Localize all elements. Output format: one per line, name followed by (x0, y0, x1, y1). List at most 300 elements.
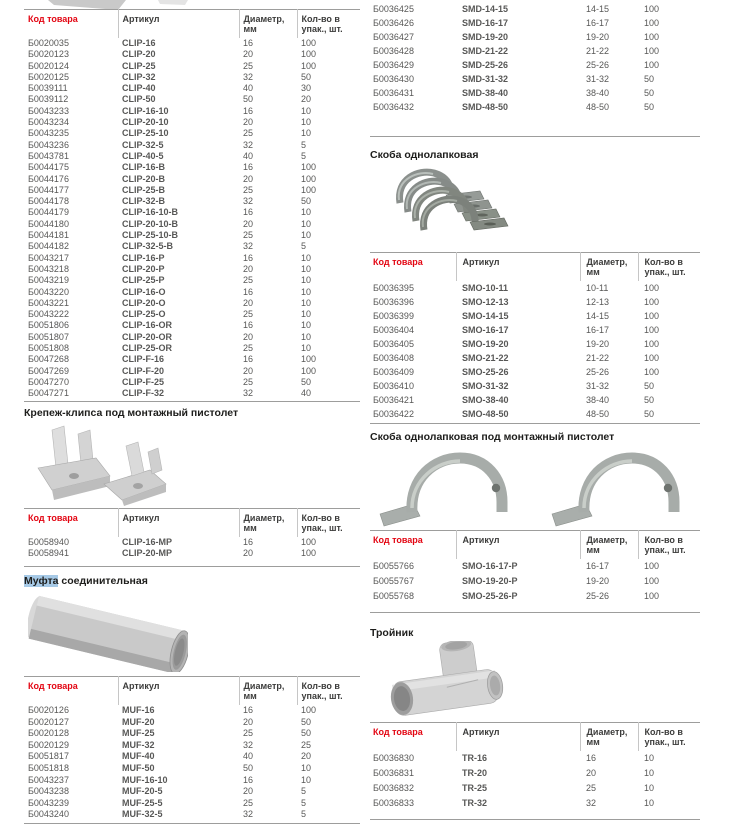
cell-qty: 10 (301, 230, 312, 241)
cell-article: MUF-20-5 (122, 786, 163, 797)
cell-article: CLIP-20-10 (122, 117, 169, 128)
cell-article: MUF-32-5 (122, 809, 163, 820)
cell-diameter: 16 (243, 286, 254, 297)
cell-article: SMD-31-32 (462, 74, 509, 84)
cell-article: TR-25 (462, 783, 488, 793)
cell-article: CLIP-16-O (122, 286, 166, 297)
cell-article: TR-20 (462, 768, 488, 778)
cell-qty: 50 (644, 381, 655, 391)
cell-diameter: 12-13 (586, 297, 610, 307)
table-header (24, 509, 360, 538)
cell-article: CLIP-25-10 (122, 128, 169, 139)
cell-code: Б0036429 (373, 60, 414, 70)
table-row (370, 30, 700, 44)
cell-code: Б0036431 (373, 88, 414, 98)
table-row (370, 574, 700, 589)
cell-diameter: 25 (243, 60, 254, 71)
cell-diameter: 25 (243, 309, 254, 320)
cell-qty: 25 (301, 739, 312, 750)
cell-diameter: 25 (243, 128, 254, 139)
cell-qty: 30 (301, 83, 312, 94)
cell-article: MUF-40 (122, 751, 155, 762)
cell-diameter: 19-20 (586, 339, 610, 349)
cell-qty: 100 (644, 297, 660, 307)
cell-diameter: 38-40 (586, 395, 610, 405)
table-row (370, 281, 700, 295)
cell-article: CLIP-20 (122, 49, 156, 60)
cell-diameter: 40 (243, 83, 254, 94)
table-row (24, 241, 360, 252)
table-row (24, 366, 360, 377)
table-row (24, 117, 360, 128)
cell-diameter: 25 (243, 797, 254, 808)
cell-code: Б0036395 (373, 283, 414, 293)
cell-diameter: 32 (243, 388, 254, 399)
cell-diameter: 16-17 (586, 18, 610, 28)
cell-article: SMD-16-17 (462, 18, 509, 28)
muf-table (24, 676, 360, 821)
cell-article: CLIP-32 (122, 71, 156, 82)
column-header-article: Артикул (456, 531, 580, 560)
cell-diameter: 16 (243, 162, 254, 173)
column-header-qty: Кол-во в упак., шт. (297, 677, 360, 706)
cell-article: CLIP-32-5-B (122, 241, 174, 252)
table-row (24, 332, 360, 343)
section-title-smo: Скоба однолапковая (370, 149, 479, 161)
cell-qty: 5 (301, 241, 307, 252)
cell-diameter: 25 (243, 343, 254, 354)
section-divider (370, 612, 700, 613)
cell-qty: 100 (301, 354, 317, 365)
cell-code: Б0051807 (28, 331, 69, 342)
cell-article: MUF-50 (122, 762, 155, 773)
cell-qty: 100 (644, 591, 660, 601)
cell-article: SMO-16-17-P (462, 561, 518, 571)
cell-code: Б0036832 (373, 783, 414, 793)
table-header (370, 253, 700, 282)
cell-qty: 100 (301, 184, 317, 195)
cell-diameter: 20 (243, 786, 254, 797)
cell-code: Б0036430 (373, 74, 414, 84)
cell-code: Б0043218 (28, 263, 69, 274)
table-row (24, 207, 360, 218)
cell-article: MUF-25-5 (122, 797, 163, 808)
cell-diameter: 32 (586, 798, 597, 808)
cell-code: Б0043237 (28, 774, 69, 785)
table-row (24, 151, 360, 162)
cell-code: Б0020124 (28, 60, 69, 71)
cell-article: CLIP-20-OR (122, 331, 173, 342)
cell-diameter: 25-26 (586, 60, 610, 70)
table-row (370, 44, 700, 58)
table-row (24, 728, 360, 740)
cell-qty: 20 (301, 94, 312, 105)
cell-code: Б0036396 (373, 297, 414, 307)
cell-code: Б0020126 (28, 705, 69, 715)
column-header-code: Код товара (373, 535, 423, 545)
cell-qty: 5 (301, 797, 307, 808)
cell-code: Б0044182 (28, 241, 69, 252)
table-row (24, 354, 360, 365)
cell-article: CLIP-16 (122, 38, 156, 48)
cell-code: Б0043220 (28, 286, 69, 297)
table-row (370, 407, 700, 421)
cell-diameter: 25-26 (586, 367, 610, 377)
cell-article: CLIP-16-P (122, 252, 165, 263)
cell-code: Б0036833 (373, 798, 414, 808)
cell-qty: 100 (301, 537, 317, 547)
table-row (24, 264, 360, 275)
section-title-muf: Муфта соединительная (24, 575, 148, 587)
cell-qty: 100 (301, 38, 317, 48)
cell-diameter: 25-26 (586, 591, 610, 601)
table-row (370, 766, 700, 781)
cell-qty: 100 (644, 311, 660, 321)
cell-article: SMD-14-15 (462, 4, 509, 14)
cell-diameter: 14-15 (586, 311, 610, 321)
cell-diameter: 40 (243, 150, 254, 161)
cell-qty: 5 (301, 150, 307, 161)
cell-qty: 50 (644, 88, 655, 98)
column-header-code: Код товара (28, 513, 78, 523)
table-row (24, 196, 360, 207)
cell-diameter: 32 (243, 139, 254, 150)
table-row (24, 230, 360, 241)
cell-diameter: 20 (243, 173, 254, 184)
cell-diameter: 25 (243, 728, 254, 739)
table-row (24, 763, 360, 775)
cell-qty: 100 (644, 367, 660, 377)
cell-diameter: 20 (243, 365, 254, 376)
cell-article: SMD-21-22 (462, 46, 509, 56)
cell-diameter: 16 (243, 320, 254, 331)
cell-diameter: 25 (243, 275, 254, 286)
cell-article: CLIP-25-OR (122, 343, 173, 354)
table-row (24, 94, 360, 105)
cell-diameter: 25 (243, 376, 254, 387)
cell-qty: 10 (301, 774, 312, 785)
cell-code: Б0047270 (28, 376, 69, 387)
cell-qty: 10 (644, 798, 655, 808)
cell-article: CLIP-25-10-B (122, 230, 179, 241)
cell-qty: 100 (644, 339, 660, 349)
cell-diameter: 20 (243, 716, 254, 727)
cell-qty: 5 (301, 809, 307, 820)
cell-code: Б0047269 (28, 365, 69, 376)
table-row (370, 751, 700, 766)
cell-qty: 50 (644, 74, 655, 84)
cell-qty: 40 (301, 388, 312, 399)
table-row (24, 72, 360, 83)
cell-code: Б0043234 (28, 117, 69, 128)
table-row (24, 537, 360, 548)
column-header-diameter: Диаметр, мм (580, 723, 638, 752)
smd-table (370, 2, 700, 114)
table-row (24, 548, 360, 559)
table-row (24, 185, 360, 196)
section-divider (370, 423, 700, 424)
cell-code: Б0043781 (28, 150, 69, 161)
column-header-code: Код товара (373, 257, 423, 267)
cell-diameter: 21-22 (586, 353, 610, 363)
cell-code: Б0044176 (28, 173, 69, 184)
cell-article: CLIP-50 (122, 94, 156, 105)
table-row (24, 717, 360, 729)
table-row (24, 377, 360, 388)
cell-code: Б0036422 (373, 409, 414, 419)
cell-code: Б0043239 (28, 797, 69, 808)
column-header-qty: Кол-во в упак., шт. (638, 531, 700, 560)
smo-product-photo (388, 165, 518, 249)
cell-code: Б0055767 (373, 576, 414, 586)
cell-code: Б0036408 (373, 353, 414, 363)
cell-article: SMO-38-40 (462, 395, 509, 405)
cell-qty: 10 (301, 286, 312, 297)
section-title-clip-mp: Крепеж-клипса под монтажный пистолет (24, 407, 239, 419)
cell-code: Б0044179 (28, 207, 69, 218)
cell-article: SMO-48-50 (462, 409, 509, 419)
cell-code: Б0043222 (28, 309, 69, 320)
cell-code: Б0039112 (28, 94, 69, 105)
table-row (24, 219, 360, 230)
cell-qty: 10 (644, 768, 655, 778)
cell-article: SMO-19-20-P (462, 576, 518, 586)
column-header-article: Артикул (118, 10, 239, 39)
table-row (24, 388, 360, 399)
smo-table (370, 252, 700, 421)
smo-p-product-photo (374, 446, 686, 528)
column-header-diameter: Диаметр, мм (580, 531, 638, 560)
cell-article: SMO-31-32 (462, 381, 509, 391)
section-divider (24, 401, 360, 402)
cell-qty: 10 (301, 263, 312, 274)
table-row (370, 2, 700, 16)
cell-qty: 20 (301, 751, 312, 762)
table-row (24, 320, 360, 331)
cell-qty: 100 (301, 365, 317, 376)
cell-article: CLIP-16-B (122, 162, 166, 173)
cell-article: MUF-16-10 (122, 774, 168, 785)
cell-article: CLIP-16-10 (122, 105, 169, 116)
cell-article: MUF-25 (122, 728, 155, 739)
cell-code: Б0036432 (373, 102, 414, 112)
table-row (24, 61, 360, 72)
table-row (370, 323, 700, 337)
column-header-diameter: Диаметр, мм (239, 509, 297, 538)
cell-article: CLIP-16-10-B (122, 207, 179, 218)
cell-diameter: 50 (243, 762, 254, 773)
cell-diameter: 50 (243, 94, 254, 105)
cell-article: CLIP-16-MP (122, 537, 173, 547)
table-row (370, 72, 700, 86)
cell-article: SMO-14-15 (462, 311, 509, 321)
cell-code: Б0047268 (28, 354, 69, 365)
search-highlight: Муфта (24, 575, 59, 587)
cell-code: Б0036409 (373, 367, 414, 377)
cell-article: CLIP-25 (122, 60, 156, 71)
cell-diameter: 48-50 (586, 409, 610, 419)
cell-diameter: 20 (243, 297, 254, 308)
cell-qty: 100 (644, 561, 660, 571)
cell-code: Б0044175 (28, 162, 69, 173)
cell-qty: 10 (301, 252, 312, 263)
cell-code: Б0043219 (28, 275, 69, 286)
column-header-diameter: Диаметр, мм (239, 10, 297, 39)
cell-code: Б0020125 (28, 71, 69, 82)
cell-qty: 100 (301, 173, 317, 184)
cell-article: SMO-25-26-P (462, 591, 518, 601)
cell-article: SMD-25-26 (462, 60, 509, 70)
table-row (24, 162, 360, 173)
cell-diameter: 32 (243, 71, 254, 82)
cell-qty: 50 (644, 409, 655, 419)
column-header-diameter: Диаметр, мм (239, 677, 297, 706)
column-header-code: Код товара (28, 681, 78, 691)
table-row (24, 275, 360, 286)
cell-article: CLIP-20-MP (122, 548, 173, 559)
cell-diameter: 20 (243, 117, 254, 128)
cell-code: Б0055766 (373, 561, 414, 571)
table-row (24, 38, 360, 49)
cell-qty: 50 (301, 71, 312, 82)
table-row (370, 796, 700, 811)
cell-article: CLIP-20-10-B (122, 218, 179, 229)
table-row (370, 58, 700, 72)
table-row (24, 309, 360, 320)
cell-code: Б0020123 (28, 49, 69, 60)
cell-code: Б0044178 (28, 196, 69, 207)
table-row (370, 100, 700, 114)
cell-code: Б0044181 (28, 230, 69, 241)
cell-qty: 50 (301, 376, 312, 387)
table-row (24, 128, 360, 139)
cell-article: TR-32 (462, 798, 488, 808)
tr-product-photo (388, 641, 508, 721)
cell-diameter: 20 (243, 331, 254, 342)
cell-article: CLIP-F-16 (122, 354, 165, 365)
cell-diameter: 32 (243, 241, 254, 252)
table-row (370, 379, 700, 393)
column-header-code: Код товара (28, 14, 78, 24)
cell-diameter: 16 (243, 354, 254, 365)
table-row (24, 83, 360, 94)
column-header-qty: Кол-во в упак., шт. (638, 723, 700, 752)
table-row (24, 343, 360, 354)
cell-code: Б0043240 (28, 809, 69, 820)
cell-diameter: 20 (243, 218, 254, 229)
cell-article: SMO-10-11 (462, 283, 509, 293)
cell-code: Б0047271 (28, 388, 69, 399)
cell-diameter: 16 (243, 252, 254, 263)
cell-qty: 10 (301, 117, 312, 128)
cell-diameter: 16 (243, 207, 254, 218)
cell-diameter: 19-20 (586, 32, 610, 42)
cell-article: CLIP-F-20 (122, 365, 165, 376)
cell-code: Б0036425 (373, 4, 414, 14)
table-row (24, 809, 360, 821)
cell-diameter: 21-22 (586, 46, 610, 56)
cell-article: CLIP-32-5 (122, 139, 164, 150)
cell-qty: 100 (644, 576, 660, 586)
table-row (370, 337, 700, 351)
cell-qty: 100 (301, 705, 317, 715)
table-row (370, 559, 700, 574)
cell-article: CLIP-20-B (122, 173, 166, 184)
cell-diameter: 14-15 (586, 4, 610, 14)
cell-qty: 100 (301, 548, 317, 559)
cell-diameter: 16 (243, 105, 254, 116)
cell-qty: 10 (301, 275, 312, 286)
cell-diameter: 25 (243, 184, 254, 195)
table-row (370, 295, 700, 309)
cell-code: Б0044180 (28, 218, 69, 229)
table-row (370, 16, 700, 30)
cell-article: SMO-21-22 (462, 353, 509, 363)
cell-article: TR-16 (462, 753, 488, 763)
cell-code: Б0036421 (373, 395, 414, 405)
table-row (370, 365, 700, 379)
table-row (24, 287, 360, 298)
cell-code: Б0036831 (373, 768, 414, 778)
cell-code: Б0055768 (373, 591, 414, 601)
cell-diameter: 25 (586, 783, 597, 793)
cell-diameter: 20 (243, 263, 254, 274)
table-row (24, 775, 360, 787)
cell-code: Б0036830 (373, 753, 414, 763)
cell-code: Б0039111 (28, 83, 68, 94)
cell-article: CLIP-16-OR (122, 320, 173, 331)
section-title-tr: Тройник (370, 627, 414, 639)
cell-code: Б0036426 (373, 18, 414, 28)
cell-qty: 100 (644, 283, 660, 293)
cell-article: SMD-48-50 (462, 102, 509, 112)
clip-mp-table (24, 508, 360, 560)
cell-code: Б0043238 (28, 786, 69, 797)
cell-qty: 50 (301, 716, 312, 727)
cell-diameter: 16 (243, 774, 254, 785)
table-header (24, 10, 360, 39)
cell-code: Б0044177 (28, 184, 69, 195)
cell-diameter: 32 (243, 809, 254, 820)
table-header (24, 677, 360, 706)
clip-table (24, 9, 360, 400)
cell-qty: 10 (644, 783, 655, 793)
cell-diameter: 25 (243, 230, 254, 241)
column-header-qty: Кол-во в упак., шт. (638, 253, 700, 282)
cell-qty: 100 (644, 60, 660, 70)
table-row (24, 751, 360, 763)
cell-diameter: 16-17 (586, 561, 610, 571)
column-header-code: Код товара (373, 727, 423, 737)
smo-p-table (370, 530, 700, 604)
cell-diameter: 16 (243, 537, 254, 547)
cell-qty: 100 (301, 162, 317, 173)
cell-qty: 100 (644, 325, 660, 335)
cell-diameter: 10-11 (586, 283, 609, 293)
cell-article: CLIP-40-5 (122, 150, 164, 161)
cell-qty: 5 (301, 139, 307, 150)
cell-diameter: 16-17 (586, 325, 610, 335)
cell-article: SMO-12-13 (462, 297, 509, 307)
tr-table (370, 722, 700, 811)
cell-qty: 100 (644, 32, 660, 42)
cell-diameter: 20 (243, 548, 254, 559)
cell-qty: 50 (644, 395, 655, 405)
cell-article: CLIP-20-O (122, 297, 166, 308)
cell-code: Б0058940 (28, 537, 69, 547)
table-row (24, 49, 360, 60)
cell-diameter: 31-32 (586, 74, 610, 84)
